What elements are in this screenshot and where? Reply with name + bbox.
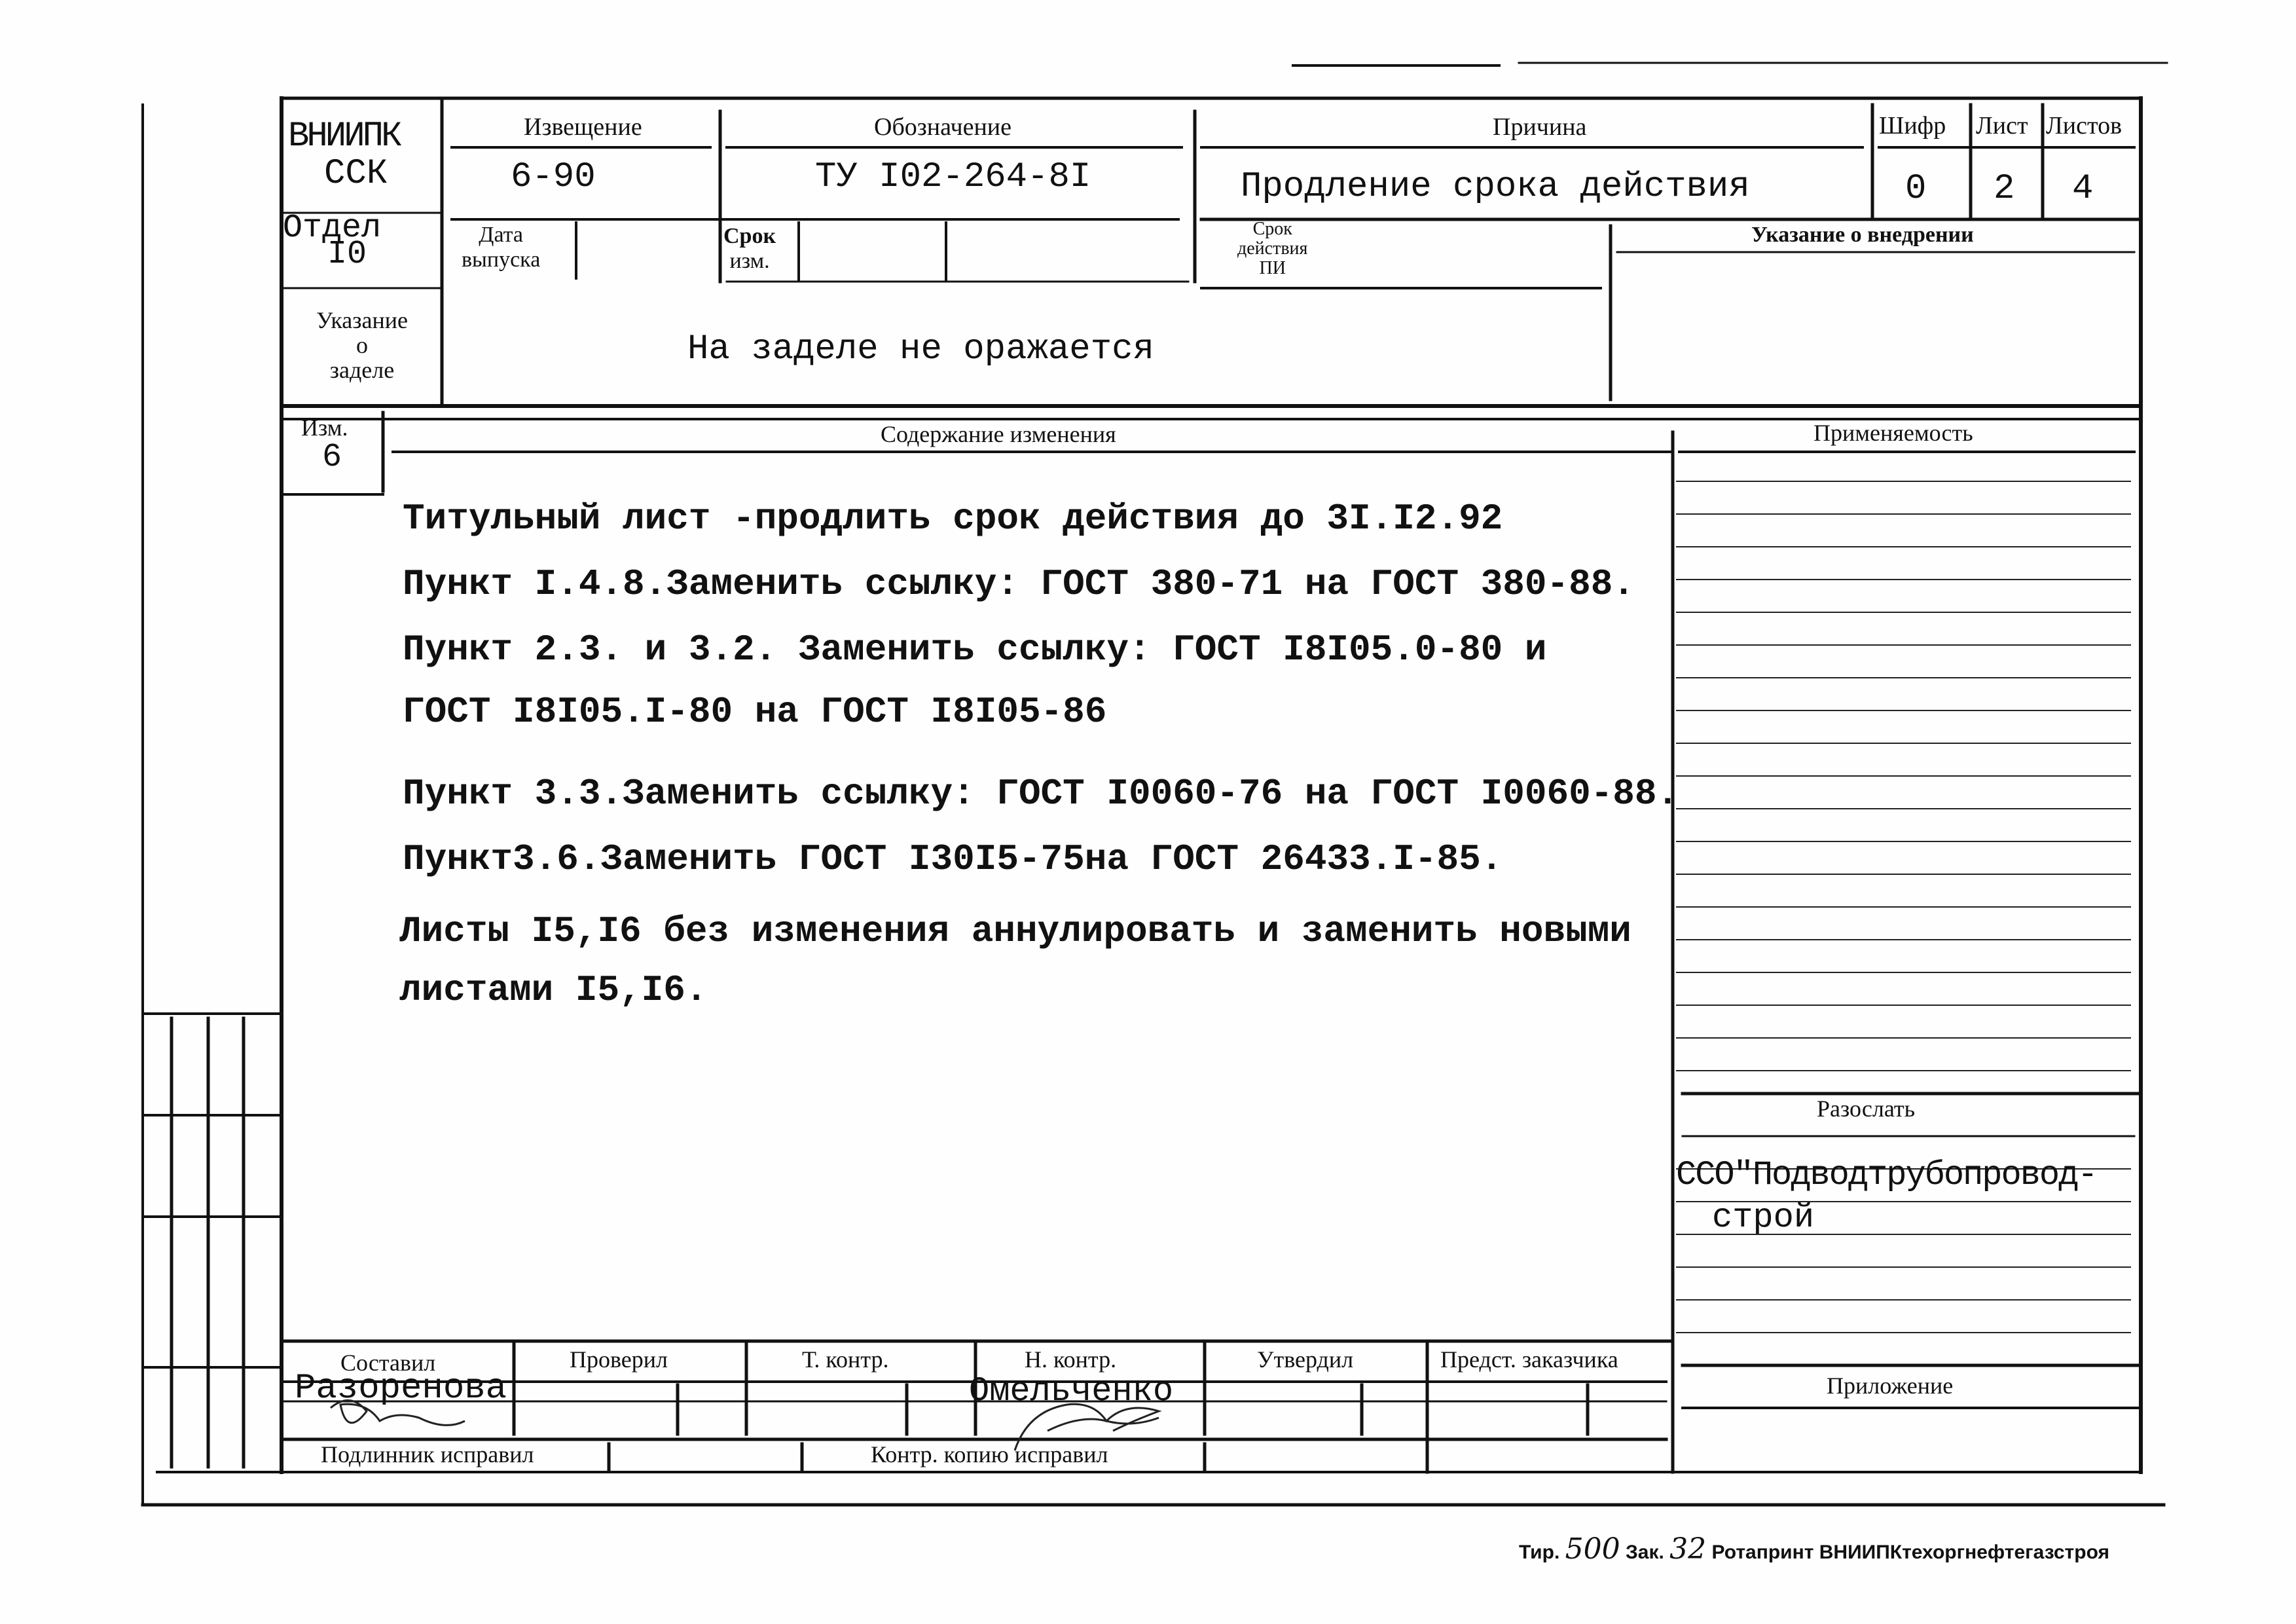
content-line-5: Пункт 3.3.Заменить ссылку: ГОСТ I0060-76 на ГОСТ I0060-88.	[403, 773, 1679, 815]
backlog-value: На заделе не оражается	[687, 329, 1154, 369]
designation-value: ТУ I02-264-8I	[815, 157, 1091, 197]
sheet-label: Лист	[1976, 112, 2028, 139]
content-label: Содержание изменения	[881, 421, 1116, 447]
norm-control-label: Н. контр.	[1025, 1346, 1117, 1373]
compiled-value: Разоренова	[295, 1369, 507, 1409]
send-to-line-1: ССО"Подводтрубопровод-	[1676, 1156, 2097, 1194]
validity-label: Срок действия ПИ	[1237, 219, 1308, 278]
send-to-label: Разослать	[1817, 1096, 1916, 1122]
notice-value: 6-90	[511, 157, 596, 197]
sheet-value: 2	[1994, 169, 2015, 209]
original-corrected-label: Подлинник исправил	[321, 1441, 534, 1467]
content-line-3: Пункт 2.3. и 3.2. Заменить ссылку: ГОСТ I8I05.0-80 и	[403, 629, 1547, 671]
designation-label: Обозначение	[874, 113, 1011, 141]
implementation-label: Указание о внедрении	[1751, 223, 1974, 247]
reason-label: Причина	[1493, 113, 1587, 141]
print-order-label: Зак.	[1625, 1541, 1664, 1563]
department-value: I0	[327, 236, 367, 273]
cipher-value: 0	[1905, 169, 1927, 209]
customer-rep-label: Предст. заказчика	[1440, 1346, 1618, 1373]
print-order-value: 32	[1669, 1532, 1707, 1566]
print-run-value: 500	[1565, 1532, 1620, 1566]
notice-label: Извещение	[524, 113, 642, 141]
backlog-label: Указание о заделе	[316, 307, 408, 383]
print-run-label: Тир.	[1519, 1541, 1560, 1563]
printer-name: Ротапринт ВНИИПКтехоргнефтегазстроя	[1711, 1541, 2110, 1563]
change-number-label: Изм.	[301, 415, 348, 441]
send-to-line-2: строй	[1712, 1198, 1815, 1237]
tech-control-label: Т. контр.	[802, 1346, 889, 1373]
sheets-label: Листов	[2046, 112, 2123, 139]
content-line-8: листами I5,I6.	[399, 969, 708, 1011]
change-term-label: Срок изм.	[723, 224, 776, 273]
applicability-label: Применяемость	[1813, 420, 1973, 446]
copy-corrected-label: Контр. копию исправил	[871, 1441, 1108, 1467]
content-line-4: ГОСТ I8I05.I-80 на ГОСТ I8I05-86	[403, 691, 1107, 733]
reason-value: Продление срока действия	[1241, 167, 1750, 207]
compiled-label: Составил	[340, 1350, 436, 1376]
content-line-7: Листы I5,I6 без изменения аннулировать и заменить новыми	[399, 910, 1631, 952]
approved-label: Утвердил	[1257, 1346, 1354, 1373]
content-line-6: Пункт3.6.Заменить ГОСТ I30I5-75на ГОСТ 26433.I-85.	[403, 838, 1503, 880]
norm-control-value: Омельченко	[969, 1372, 1174, 1411]
org-name-line2: ССК	[324, 154, 388, 194]
change-number-value: 6	[322, 439, 342, 476]
sheets-value: 4	[2072, 169, 2094, 209]
checked-label: Проверил	[570, 1346, 668, 1373]
appendix-label: Приложение	[1827, 1373, 1954, 1399]
cipher-label: Шифр	[1879, 112, 1946, 139]
print-info	[1519, 1532, 2109, 1566]
content-line-1: Титульный лист -продлить срок действия до 3I.I2.92	[403, 498, 1503, 540]
org-name-line1: ВНИИПК	[288, 117, 400, 157]
issue-date-label: Дата выпуска	[462, 223, 541, 272]
content-line-2: Пункт I.4.8.Заменить ссылку: ГОСТ 380-71 на ГОСТ 380-88.	[403, 563, 1635, 605]
department-label: Отдел	[283, 210, 382, 247]
